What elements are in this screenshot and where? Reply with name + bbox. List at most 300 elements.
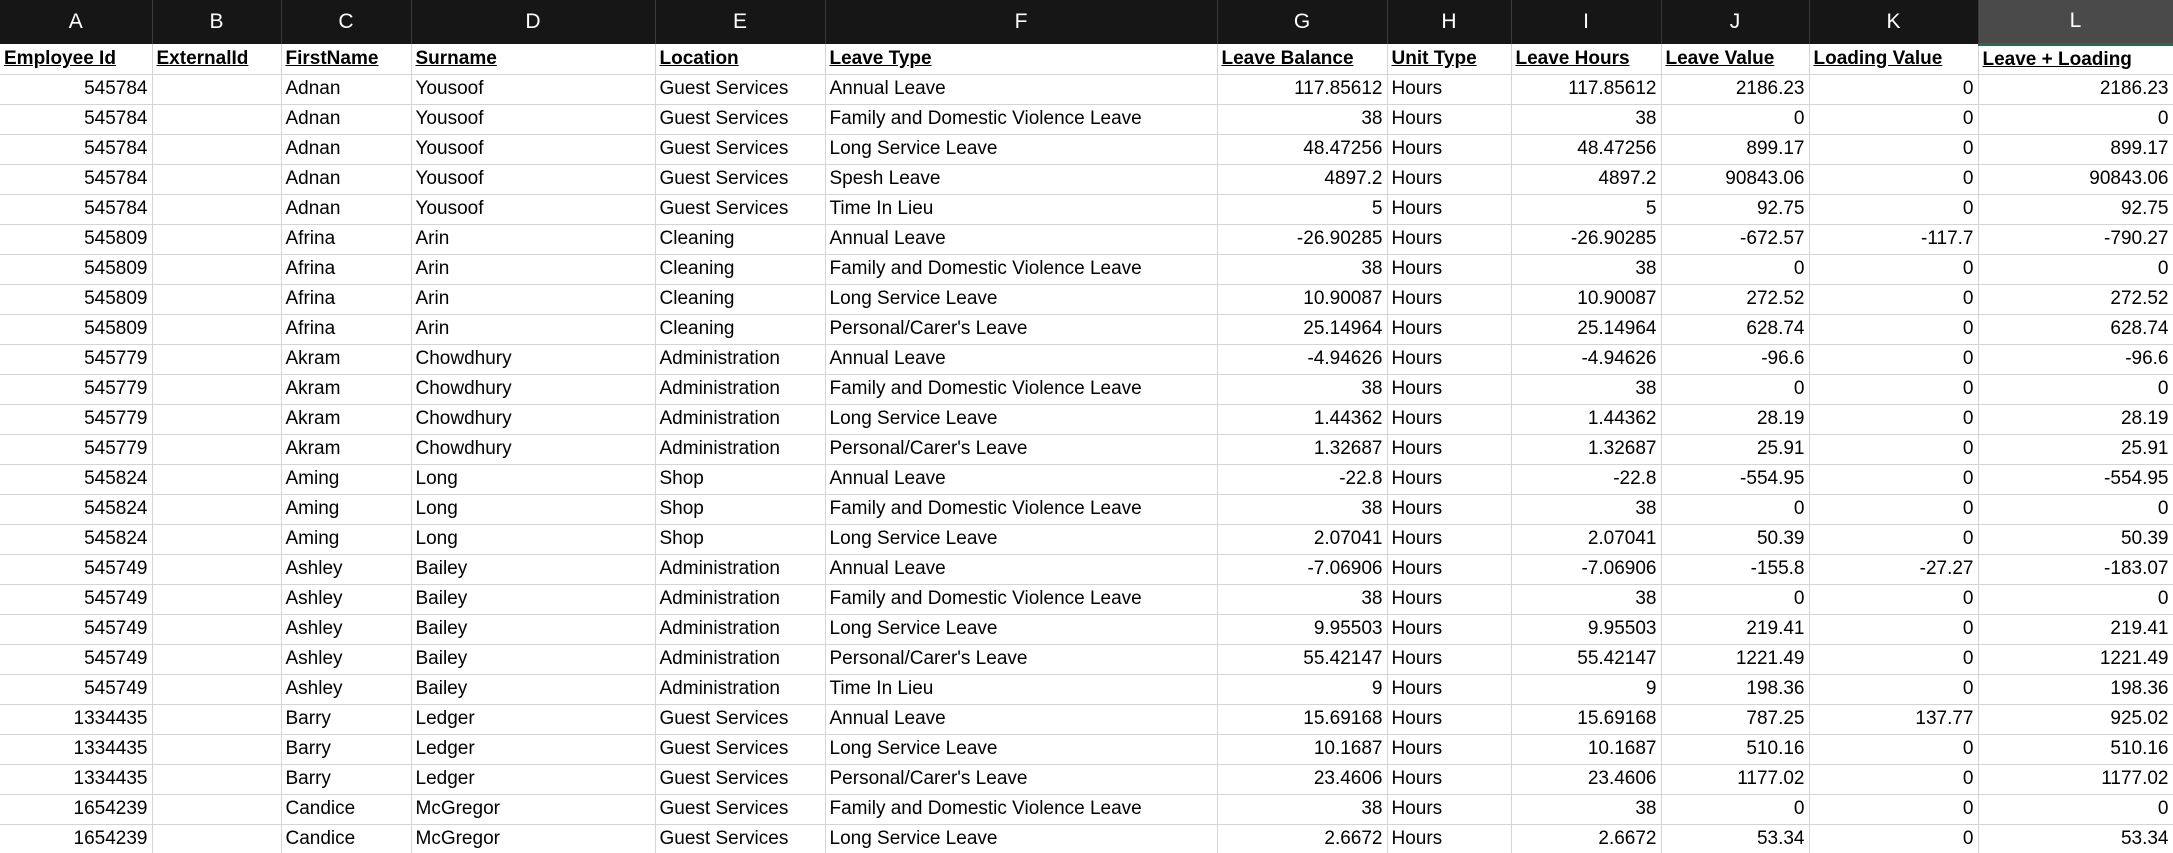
column-header-k[interactable]: K [1809,0,1978,44]
location-cell[interactable]: Cleaning [655,284,825,314]
leave-balance-cell[interactable]: 2.07041 [1217,524,1387,554]
leave-value-cell[interactable]: 90843.06 [1661,164,1809,194]
leave-value-cell[interactable]: 2186.23 [1661,74,1809,104]
leave-value-cell[interactable]: 0 [1661,374,1809,404]
external-id-cell[interactable] [152,674,281,704]
leave-value-cell[interactable]: 272.52 [1661,284,1809,314]
leave-plus-loading-cell[interactable]: 510.16 [1978,734,2173,764]
leave-value-cell[interactable]: 0 [1661,584,1809,614]
leave-plus-loading-cell[interactable]: 899.17 [1978,134,2173,164]
unit-type-cell[interactable]: Hours [1387,494,1511,524]
location-cell[interactable]: Guest Services [655,104,825,134]
leave-plus-loading-cell[interactable]: 90843.06 [1978,164,2173,194]
external-id-cell[interactable] [152,764,281,794]
column-header-j[interactable]: J [1661,0,1809,44]
leave-hours-cell[interactable]: 9.95503 [1511,614,1661,644]
loading-value-cell[interactable]: 0 [1809,644,1978,674]
location-cell[interactable]: Shop [655,524,825,554]
unit-type-cell[interactable]: Hours [1387,374,1511,404]
unit-type-cell[interactable]: Hours [1387,74,1511,104]
leave-value-cell[interactable]: -96.6 [1661,344,1809,374]
location-cell[interactable]: Guest Services [655,74,825,104]
leave-hours-cell[interactable]: 25.14964 [1511,314,1661,344]
unit-type-cell[interactable]: Hours [1387,674,1511,704]
leave-plus-loading-cell[interactable]: 0 [1978,794,2173,824]
loading-value-cell[interactable]: 137.77 [1809,704,1978,734]
loading-value-cell[interactable]: 0 [1809,74,1978,104]
leave-balance-cell[interactable]: 4897.2 [1217,164,1387,194]
employee-id-cell[interactable]: 545809 [0,254,152,284]
column-header-e[interactable]: E [655,0,825,44]
leave-value-cell[interactable]: 1177.02 [1661,764,1809,794]
loading-value-cell[interactable]: 0 [1809,104,1978,134]
leave-hours-cell[interactable]: 38 [1511,104,1661,134]
leave-hours-cell[interactable]: -4.94626 [1511,344,1661,374]
field-header-cell[interactable]: Leave Value [1661,44,1809,74]
first-name-cell[interactable]: Akram [281,374,411,404]
loading-value-cell[interactable]: 0 [1809,794,1978,824]
first-name-cell[interactable]: Adnan [281,194,411,224]
first-name-cell[interactable]: Barry [281,764,411,794]
surname-cell[interactable]: Chowdhury [411,404,655,434]
unit-type-cell[interactable]: Hours [1387,404,1511,434]
employee-id-cell[interactable]: 545779 [0,374,152,404]
first-name-cell[interactable]: Afrina [281,314,411,344]
leave-type-cell[interactable]: Personal/Carer's Leave [825,314,1217,344]
leave-value-cell[interactable]: 53.34 [1661,824,1809,853]
surname-cell[interactable]: McGregor [411,824,655,853]
employee-id-cell[interactable]: 545749 [0,644,152,674]
unit-type-cell[interactable]: Hours [1387,254,1511,284]
leave-type-cell[interactable]: Long Service Leave [825,524,1217,554]
leave-balance-cell[interactable]: 9.95503 [1217,614,1387,644]
surname-cell[interactable]: McGregor [411,794,655,824]
leave-plus-loading-cell[interactable]: 0 [1978,254,2173,284]
leave-type-cell[interactable]: Annual Leave [825,224,1217,254]
leave-hours-cell[interactable]: -22.8 [1511,464,1661,494]
unit-type-cell[interactable]: Hours [1387,704,1511,734]
leave-value-cell[interactable]: -672.57 [1661,224,1809,254]
field-header-cell[interactable]: Loading Value [1809,44,1978,74]
location-cell[interactable]: Guest Services [655,194,825,224]
loading-value-cell[interactable]: 0 [1809,254,1978,284]
location-cell[interactable]: Cleaning [655,224,825,254]
leave-value-cell[interactable]: 25.91 [1661,434,1809,464]
leave-hours-cell[interactable]: 38 [1511,494,1661,524]
leave-value-cell[interactable]: 50.39 [1661,524,1809,554]
leave-type-cell[interactable]: Long Service Leave [825,614,1217,644]
external-id-cell[interactable] [152,74,281,104]
leave-type-cell[interactable]: Long Service Leave [825,734,1217,764]
external-id-cell[interactable] [152,344,281,374]
loading-value-cell[interactable]: 0 [1809,284,1978,314]
leave-value-cell[interactable]: 92.75 [1661,194,1809,224]
leave-type-cell[interactable]: Family and Domestic Violence Leave [825,794,1217,824]
surname-cell[interactable]: Bailey [411,614,655,644]
surname-cell[interactable]: Arin [411,284,655,314]
leave-hours-cell[interactable]: 23.4606 [1511,764,1661,794]
surname-cell[interactable]: Yousoof [411,194,655,224]
leave-value-cell[interactable]: 628.74 [1661,314,1809,344]
unit-type-cell[interactable]: Hours [1387,344,1511,374]
location-cell[interactable]: Administration [655,344,825,374]
leave-plus-loading-cell[interactable]: -96.6 [1978,344,2173,374]
leave-hours-cell[interactable]: 55.42147 [1511,644,1661,674]
loading-value-cell[interactable]: 0 [1809,524,1978,554]
leave-balance-cell[interactable]: 38 [1217,584,1387,614]
column-header-h[interactable]: H [1387,0,1511,44]
column-header-f[interactable]: F [825,0,1217,44]
external-id-cell[interactable] [152,224,281,254]
location-cell[interactable]: Guest Services [655,704,825,734]
loading-value-cell[interactable]: 0 [1809,164,1978,194]
leave-type-cell[interactable]: Family and Domestic Violence Leave [825,374,1217,404]
leave-value-cell[interactable]: 28.19 [1661,404,1809,434]
employee-id-cell[interactable]: 1654239 [0,794,152,824]
column-header-i[interactable]: I [1511,0,1661,44]
leave-balance-cell[interactable]: 9 [1217,674,1387,704]
surname-cell[interactable]: Chowdhury [411,344,655,374]
first-name-cell[interactable]: Adnan [281,74,411,104]
leave-type-cell[interactable]: Long Service Leave [825,284,1217,314]
field-header-cell[interactable]: Surname [411,44,655,74]
leave-balance-cell[interactable]: 5 [1217,194,1387,224]
leave-hours-cell[interactable]: 38 [1511,254,1661,284]
leave-hours-cell[interactable]: 10.1687 [1511,734,1661,764]
first-name-cell[interactable]: Aming [281,524,411,554]
leave-hours-cell[interactable]: 2.07041 [1511,524,1661,554]
loading-value-cell[interactable]: 0 [1809,134,1978,164]
leave-plus-loading-cell[interactable]: 272.52 [1978,284,2173,314]
external-id-cell[interactable] [152,794,281,824]
first-name-cell[interactable]: Barry [281,734,411,764]
first-name-cell[interactable]: Aming [281,494,411,524]
leave-type-cell[interactable]: Time In Lieu [825,674,1217,704]
leave-plus-loading-cell[interactable]: 1221.49 [1978,644,2173,674]
leave-value-cell[interactable]: 510.16 [1661,734,1809,764]
leave-balance-cell[interactable]: 38 [1217,374,1387,404]
field-header-cell[interactable]: ExternalId [152,44,281,74]
employee-id-cell[interactable]: 545779 [0,404,152,434]
first-name-cell[interactable]: Afrina [281,224,411,254]
loading-value-cell[interactable]: 0 [1809,344,1978,374]
unit-type-cell[interactable]: Hours [1387,434,1511,464]
unit-type-cell[interactable]: Hours [1387,644,1511,674]
leave-balance-cell[interactable]: -22.8 [1217,464,1387,494]
leave-hours-cell[interactable]: -7.06906 [1511,554,1661,584]
surname-cell[interactable]: Arin [411,254,655,284]
surname-cell[interactable]: Arin [411,224,655,254]
leave-type-cell[interactable]: Spesh Leave [825,164,1217,194]
first-name-cell[interactable]: Ashley [281,554,411,584]
loading-value-cell[interactable]: 0 [1809,734,1978,764]
field-header-cell[interactable]: Leave + Loading [1978,44,2173,74]
surname-cell[interactable]: Chowdhury [411,434,655,464]
leave-plus-loading-cell[interactable]: 219.41 [1978,614,2173,644]
leave-hours-cell[interactable]: 4897.2 [1511,164,1661,194]
employee-id-cell[interactable]: 1334435 [0,764,152,794]
surname-cell[interactable]: Long [411,494,655,524]
leave-value-cell[interactable]: 0 [1661,104,1809,134]
external-id-cell[interactable] [152,284,281,314]
external-id-cell[interactable] [152,524,281,554]
column-header-a[interactable]: A [0,0,152,44]
leave-balance-cell[interactable]: 23.4606 [1217,764,1387,794]
field-header-cell[interactable]: FirstName [281,44,411,74]
leave-type-cell[interactable]: Personal/Carer's Leave [825,434,1217,464]
location-cell[interactable]: Administration [655,614,825,644]
unit-type-cell[interactable]: Hours [1387,584,1511,614]
leave-balance-cell[interactable]: 38 [1217,254,1387,284]
leave-hours-cell[interactable]: 117.85612 [1511,74,1661,104]
leave-balance-cell[interactable]: 25.14964 [1217,314,1387,344]
loading-value-cell[interactable]: 0 [1809,764,1978,794]
leave-hours-cell[interactable]: 5 [1511,194,1661,224]
employee-id-cell[interactable]: 1654239 [0,824,152,853]
field-header-cell[interactable]: Location [655,44,825,74]
first-name-cell[interactable]: Akram [281,344,411,374]
employee-id-cell[interactable]: 545784 [0,104,152,134]
unit-type-cell[interactable]: Hours [1387,734,1511,764]
location-cell[interactable]: Administration [655,674,825,704]
column-header-b[interactable]: B [152,0,281,44]
surname-cell[interactable]: Long [411,464,655,494]
leave-plus-loading-cell[interactable]: 198.36 [1978,674,2173,704]
column-header-l[interactable]: L [1978,0,2173,44]
first-name-cell[interactable]: Ashley [281,584,411,614]
unit-type-cell[interactable]: Hours [1387,764,1511,794]
leave-hours-cell[interactable]: 2.6672 [1511,824,1661,853]
leave-plus-loading-cell[interactable]: -790.27 [1978,224,2173,254]
leave-balance-cell[interactable]: 15.69168 [1217,704,1387,734]
location-cell[interactable]: Guest Services [655,734,825,764]
external-id-cell[interactable] [152,164,281,194]
unit-type-cell[interactable]: Hours [1387,794,1511,824]
first-name-cell[interactable]: Ashley [281,644,411,674]
surname-cell[interactable]: Bailey [411,644,655,674]
leave-balance-cell[interactable]: -4.94626 [1217,344,1387,374]
leave-type-cell[interactable]: Long Service Leave [825,824,1217,853]
external-id-cell[interactable] [152,704,281,734]
location-cell[interactable]: Cleaning [655,254,825,284]
column-header-d[interactable]: D [411,0,655,44]
leave-type-cell[interactable]: Annual Leave [825,74,1217,104]
leave-balance-cell[interactable]: 55.42147 [1217,644,1387,674]
loading-value-cell[interactable]: 0 [1809,194,1978,224]
leave-type-cell[interactable]: Annual Leave [825,464,1217,494]
surname-cell[interactable]: Chowdhury [411,374,655,404]
employee-id-cell[interactable]: 545824 [0,464,152,494]
location-cell[interactable]: Guest Services [655,764,825,794]
leave-plus-loading-cell[interactable]: 92.75 [1978,194,2173,224]
unit-type-cell[interactable]: Hours [1387,464,1511,494]
external-id-cell[interactable] [152,464,281,494]
unit-type-cell[interactable]: Hours [1387,314,1511,344]
first-name-cell[interactable]: Akram [281,404,411,434]
unit-type-cell[interactable]: Hours [1387,554,1511,584]
first-name-cell[interactable]: Ashley [281,674,411,704]
unit-type-cell[interactable]: Hours [1387,284,1511,314]
external-id-cell[interactable] [152,104,281,134]
external-id-cell[interactable] [152,494,281,524]
leave-value-cell[interactable]: 787.25 [1661,704,1809,734]
unit-type-cell[interactable]: Hours [1387,134,1511,164]
external-id-cell[interactable] [152,824,281,853]
leave-type-cell[interactable]: Long Service Leave [825,404,1217,434]
location-cell[interactable]: Shop [655,494,825,524]
first-name-cell[interactable]: Akram [281,434,411,464]
external-id-cell[interactable] [152,734,281,764]
loading-value-cell[interactable]: 0 [1809,374,1978,404]
employee-id-cell[interactable]: 545784 [0,74,152,104]
surname-cell[interactable]: Yousoof [411,104,655,134]
leave-plus-loading-cell[interactable]: 28.19 [1978,404,2173,434]
surname-cell[interactable]: Bailey [411,554,655,584]
leave-value-cell[interactable]: -554.95 [1661,464,1809,494]
leave-type-cell[interactable]: Long Service Leave [825,134,1217,164]
external-id-cell[interactable] [152,554,281,584]
employee-id-cell[interactable]: 545784 [0,134,152,164]
first-name-cell[interactable]: Afrina [281,284,411,314]
employee-id-cell[interactable]: 545809 [0,314,152,344]
unit-type-cell[interactable]: Hours [1387,524,1511,554]
employee-id-cell[interactable]: 545749 [0,584,152,614]
employee-id-cell[interactable]: 545749 [0,614,152,644]
location-cell[interactable]: Guest Services [655,794,825,824]
leave-type-cell[interactable]: Family and Domestic Violence Leave [825,494,1217,524]
first-name-cell[interactable]: Adnan [281,134,411,164]
leave-balance-cell[interactable]: 38 [1217,104,1387,134]
external-id-cell[interactable] [152,644,281,674]
surname-cell[interactable]: Yousoof [411,134,655,164]
loading-value-cell[interactable]: 0 [1809,434,1978,464]
leave-balance-cell[interactable]: 117.85612 [1217,74,1387,104]
surname-cell[interactable]: Ledger [411,704,655,734]
external-id-cell[interactable] [152,134,281,164]
loading-value-cell[interactable]: 0 [1809,614,1978,644]
surname-cell[interactable]: Ledger [411,764,655,794]
leave-hours-cell[interactable]: 38 [1511,584,1661,614]
surname-cell[interactable]: Long [411,524,655,554]
leave-plus-loading-cell[interactable]: 2186.23 [1978,74,2173,104]
external-id-cell[interactable] [152,254,281,284]
leave-type-cell[interactable]: Annual Leave [825,554,1217,584]
external-id-cell[interactable] [152,584,281,614]
employee-id-cell[interactable]: 545784 [0,194,152,224]
leave-hours-cell[interactable]: 1.32687 [1511,434,1661,464]
loading-value-cell[interactable]: 0 [1809,404,1978,434]
leave-plus-loading-cell[interactable]: 0 [1978,584,2173,614]
leave-balance-cell[interactable]: 38 [1217,794,1387,824]
leave-type-cell[interactable]: Annual Leave [825,704,1217,734]
first-name-cell[interactable]: Adnan [281,164,411,194]
leave-value-cell[interactable]: 1221.49 [1661,644,1809,674]
first-name-cell[interactable]: Barry [281,704,411,734]
employee-id-cell[interactable]: 545779 [0,344,152,374]
leave-value-cell[interactable]: -155.8 [1661,554,1809,584]
leave-value-cell[interactable]: 0 [1661,794,1809,824]
employee-id-cell[interactable]: 545749 [0,674,152,704]
surname-cell[interactable]: Yousoof [411,164,655,194]
leave-type-cell[interactable]: Personal/Carer's Leave [825,644,1217,674]
field-header-cell[interactable]: Leave Balance [1217,44,1387,74]
first-name-cell[interactable]: Candice [281,794,411,824]
leave-hours-cell[interactable]: 9 [1511,674,1661,704]
leave-plus-loading-cell[interactable]: 0 [1978,374,2173,404]
loading-value-cell[interactable]: -27.27 [1809,554,1978,584]
location-cell[interactable]: Guest Services [655,824,825,853]
location-cell[interactable]: Administration [655,434,825,464]
loading-value-cell[interactable]: 0 [1809,464,1978,494]
leave-value-cell[interactable]: 899.17 [1661,134,1809,164]
leave-balance-cell[interactable]: 10.1687 [1217,734,1387,764]
unit-type-cell[interactable]: Hours [1387,164,1511,194]
unit-type-cell[interactable]: Hours [1387,614,1511,644]
surname-cell[interactable]: Yousoof [411,74,655,104]
location-cell[interactable]: Administration [655,374,825,404]
surname-cell[interactable]: Bailey [411,674,655,704]
leave-hours-cell[interactable]: 10.90087 [1511,284,1661,314]
surname-cell[interactable]: Arin [411,314,655,344]
leave-type-cell[interactable]: Annual Leave [825,344,1217,374]
loading-value-cell[interactable]: 0 [1809,584,1978,614]
leave-hours-cell[interactable]: 38 [1511,794,1661,824]
leave-type-cell[interactable]: Family and Domestic Violence Leave [825,254,1217,284]
leave-type-cell[interactable]: Time In Lieu [825,194,1217,224]
leave-value-cell[interactable]: 219.41 [1661,614,1809,644]
external-id-cell[interactable] [152,614,281,644]
loading-value-cell[interactable]: 0 [1809,494,1978,524]
location-cell[interactable]: Administration [655,404,825,434]
leave-value-cell[interactable]: 0 [1661,494,1809,524]
unit-type-cell[interactable]: Hours [1387,224,1511,254]
first-name-cell[interactable]: Adnan [281,104,411,134]
leave-balance-cell[interactable]: -26.90285 [1217,224,1387,254]
leave-balance-cell[interactable]: 1.32687 [1217,434,1387,464]
field-header-cell[interactable]: Employee Id [0,44,152,74]
loading-value-cell[interactable]: -117.7 [1809,224,1978,254]
employee-id-cell[interactable]: 1334435 [0,734,152,764]
leave-hours-cell[interactable]: 15.69168 [1511,704,1661,734]
leave-plus-loading-cell[interactable]: 0 [1978,104,2173,134]
leave-value-cell[interactable]: 198.36 [1661,674,1809,704]
field-header-cell[interactable]: Leave Type [825,44,1217,74]
leave-balance-cell[interactable]: 2.6672 [1217,824,1387,853]
loading-value-cell[interactable]: 0 [1809,824,1978,853]
leave-plus-loading-cell[interactable]: -183.07 [1978,554,2173,584]
unit-type-cell[interactable]: Hours [1387,194,1511,224]
column-header-c[interactable]: C [281,0,411,44]
employee-id-cell[interactable]: 545779 [0,434,152,464]
loading-value-cell[interactable]: 0 [1809,674,1978,704]
external-id-cell[interactable] [152,404,281,434]
loading-value-cell[interactable]: 0 [1809,314,1978,344]
employee-id-cell[interactable]: 545824 [0,524,152,554]
leave-plus-loading-cell[interactable]: 50.39 [1978,524,2173,554]
location-cell[interactable]: Guest Services [655,134,825,164]
location-cell[interactable]: Administration [655,554,825,584]
external-id-cell[interactable] [152,374,281,404]
first-name-cell[interactable]: Aming [281,464,411,494]
first-name-cell[interactable]: Candice [281,824,411,853]
employee-id-cell[interactable]: 1334435 [0,704,152,734]
location-cell[interactable]: Shop [655,464,825,494]
leave-type-cell[interactable]: Family and Domestic Violence Leave [825,104,1217,134]
external-id-cell[interactable] [152,434,281,464]
leave-hours-cell[interactable]: 1.44362 [1511,404,1661,434]
location-cell[interactable]: Cleaning [655,314,825,344]
field-header-cell[interactable]: Unit Type [1387,44,1511,74]
